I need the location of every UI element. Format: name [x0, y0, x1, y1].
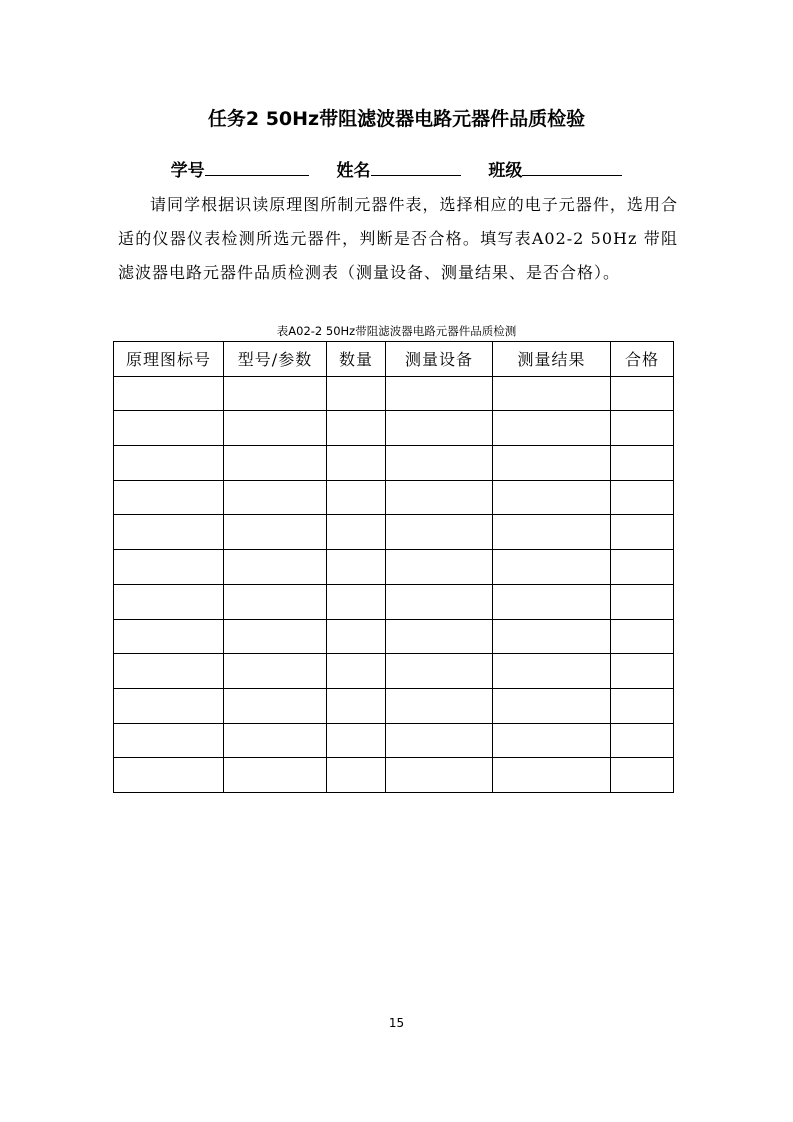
cell-test-equipment[interactable] — [386, 723, 493, 758]
cell-schematic-ref[interactable] — [114, 411, 224, 446]
cell-schematic-ref[interactable] — [114, 376, 224, 411]
cell-model-param[interactable] — [224, 376, 327, 411]
cell-quantity[interactable] — [327, 758, 386, 793]
table-row — [114, 584, 674, 619]
cell-model-param[interactable] — [224, 688, 327, 723]
instructions-paragraph — [118, 188, 678, 290]
cell-qualified[interactable] — [611, 654, 674, 689]
cell-test-result[interactable] — [493, 376, 611, 411]
cell-quantity[interactable] — [327, 550, 386, 585]
cell-test-equipment[interactable] — [386, 584, 493, 619]
cell-test-result[interactable] — [493, 411, 611, 446]
header-test-result: 测量结果 — [493, 342, 611, 377]
cell-schematic-ref[interactable] — [114, 758, 224, 793]
cell-quantity[interactable] — [327, 480, 386, 515]
cell-schematic-ref[interactable] — [114, 688, 224, 723]
cell-test-equipment[interactable] — [386, 515, 493, 550]
table-row — [114, 376, 674, 411]
cell-qualified[interactable] — [611, 758, 674, 793]
table-row — [114, 480, 674, 515]
cell-test-equipment[interactable] — [386, 619, 493, 654]
cell-model-param[interactable] — [224, 480, 327, 515]
cell-qualified[interactable] — [611, 376, 674, 411]
cell-schematic-ref[interactable] — [114, 515, 224, 550]
class-blank[interactable] — [522, 157, 622, 176]
table-row — [114, 619, 674, 654]
cell-schematic-ref[interactable] — [114, 723, 224, 758]
table-row — [114, 515, 674, 550]
cell-model-param[interactable] — [224, 723, 327, 758]
table-caption: 表A02-2 50Hz带阻滤波器电路元器件品质检测 — [276, 324, 517, 338]
cell-quantity[interactable] — [327, 654, 386, 689]
table-row — [114, 723, 674, 758]
cell-model-param[interactable] — [224, 411, 327, 446]
header-schematic-ref: 原理图标号 — [114, 342, 224, 377]
cell-qualified[interactable] — [611, 480, 674, 515]
cell-quantity[interactable] — [327, 688, 386, 723]
cell-quantity[interactable] — [327, 584, 386, 619]
table-row — [114, 411, 674, 446]
cell-model-param[interactable] — [224, 654, 327, 689]
header-model-param: 型号/参数 — [224, 342, 327, 377]
cell-qualified[interactable] — [611, 723, 674, 758]
header-quantity: 数量 — [327, 342, 386, 377]
cell-test-result[interactable] — [493, 688, 611, 723]
page-number: 15 — [388, 1016, 405, 1030]
cell-qualified[interactable] — [611, 619, 674, 654]
cell-model-param[interactable] — [224, 515, 327, 550]
cell-test-result[interactable] — [493, 619, 611, 654]
cell-schematic-ref[interactable] — [114, 654, 224, 689]
cell-test-result[interactable] — [493, 758, 611, 793]
cell-model-param[interactable] — [224, 550, 327, 585]
header-qualified: 合格 — [611, 342, 674, 377]
cell-test-result[interactable] — [493, 584, 611, 619]
table-row — [114, 688, 674, 723]
table-row — [114, 550, 674, 585]
class-label: 班级 — [488, 161, 523, 181]
cell-schematic-ref[interactable] — [114, 480, 224, 515]
name-label: 姓名 — [336, 161, 371, 181]
cell-test-equipment[interactable] — [386, 480, 493, 515]
cell-test-result[interactable] — [493, 446, 611, 481]
cell-model-param[interactable] — [224, 446, 327, 481]
table-row — [114, 654, 674, 689]
cell-schematic-ref[interactable] — [114, 550, 224, 585]
cell-quantity[interactable] — [327, 376, 386, 411]
cell-quantity[interactable] — [327, 411, 386, 446]
cell-qualified[interactable] — [611, 550, 674, 585]
cell-test-equipment[interactable] — [386, 376, 493, 411]
header-test-equipment: 测量设备 — [386, 342, 493, 377]
student-id-blank[interactable] — [205, 157, 309, 176]
cell-test-equipment[interactable] — [386, 446, 493, 481]
cell-model-param[interactable] — [224, 619, 327, 654]
cell-quantity[interactable] — [327, 446, 386, 481]
cell-test-result[interactable] — [493, 480, 611, 515]
cell-test-result[interactable] — [493, 550, 611, 585]
page-title: 任务2 50Hz带阻滤波器电路元器件品质检验 — [207, 108, 586, 130]
cell-schematic-ref[interactable] — [114, 619, 224, 654]
cell-test-result[interactable] — [493, 723, 611, 758]
table-row — [114, 446, 674, 481]
cell-schematic-ref[interactable] — [114, 446, 224, 481]
quality-check-table — [113, 341, 674, 793]
table-body — [114, 376, 674, 792]
cell-model-param[interactable] — [224, 758, 327, 793]
cell-quantity[interactable] — [327, 723, 386, 758]
cell-test-equipment[interactable] — [386, 411, 493, 446]
instructions-text: 请同学根据识读原理图所制元器件表，选择相应的电子元器件，选用合适的仪器仪表检测所选元器件，判断是否合格。填写表A02-2 50Hz 带阻滤波器电路元器件品质检测表（测量设备、测量结果、是否合格）。 — [118, 195, 678, 282]
name-blank[interactable] — [371, 157, 461, 176]
cell-qualified[interactable] — [611, 515, 674, 550]
student-id-label: 学号 — [170, 161, 205, 181]
cell-qualified[interactable] — [611, 446, 674, 481]
table-row — [114, 758, 674, 793]
cell-qualified[interactable] — [611, 411, 674, 446]
cell-test-equipment[interactable] — [386, 550, 493, 585]
student-info-fields — [0, 156, 793, 181]
cell-qualified[interactable] — [611, 584, 674, 619]
cell-schematic-ref[interactable] — [114, 584, 224, 619]
table-header-row — [114, 342, 674, 377]
cell-qualified[interactable] — [611, 688, 674, 723]
cell-model-param[interactable] — [224, 584, 327, 619]
cell-test-result[interactable] — [493, 654, 611, 689]
cell-test-equipment[interactable] — [386, 758, 493, 793]
cell-test-equipment[interactable] — [386, 688, 493, 723]
cell-quantity[interactable] — [327, 515, 386, 550]
cell-quantity[interactable] — [327, 619, 386, 654]
cell-test-equipment[interactable] — [386, 654, 493, 689]
cell-test-result[interactable] — [493, 515, 611, 550]
